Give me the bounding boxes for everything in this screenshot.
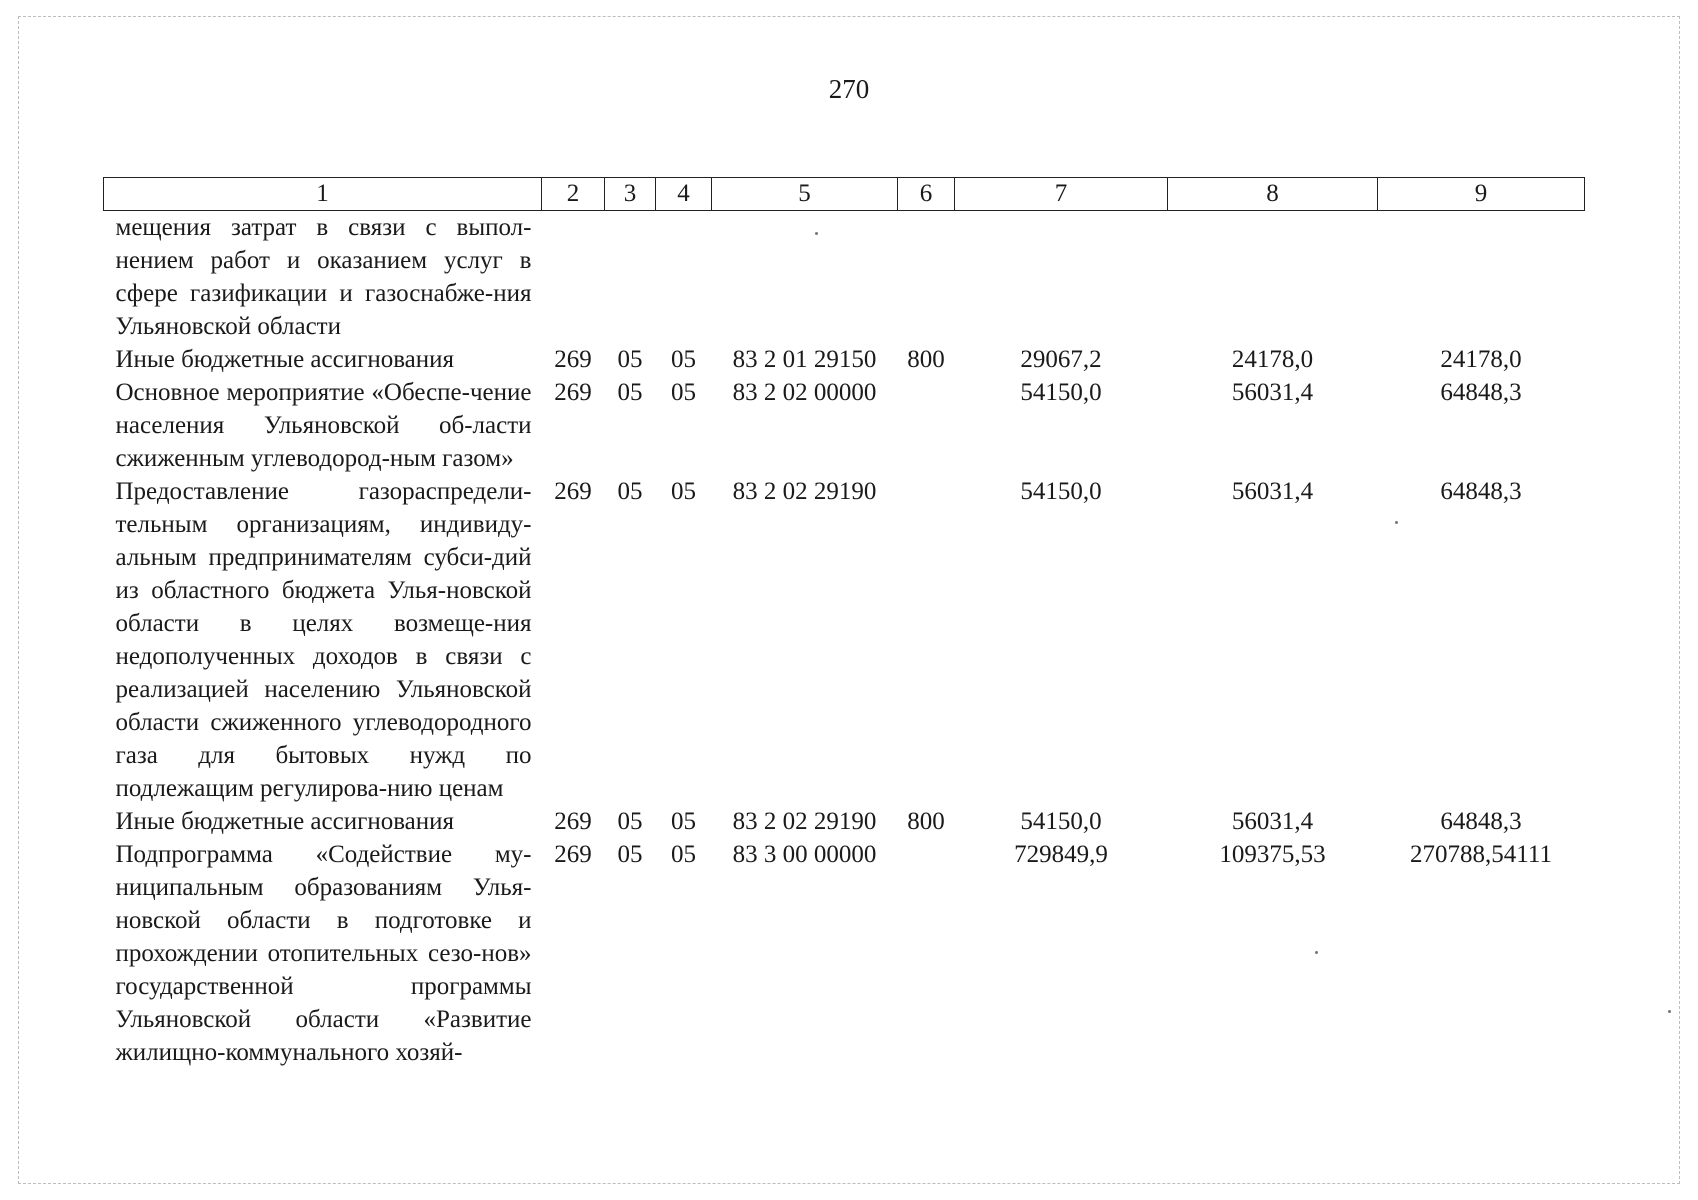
scan-speck	[1395, 521, 1398, 524]
column-header: 3	[605, 178, 656, 211]
cell-col4: 05	[671, 379, 696, 406]
cell-col7: 54150,0	[1020, 808, 1102, 835]
cell-col5: 83 2 02 00000	[732, 379, 877, 406]
row-name: Основное мероприятие «Обеспе-чение населения Ульяновской об-ласти сжиженным углеводород-ным газом»	[115, 379, 532, 472]
column-header: 1	[104, 178, 542, 211]
row-name: Иные бюджетные ассигнования	[115, 808, 455, 835]
cell-col7: 54150,0	[1020, 478, 1102, 505]
cell-col3: 05	[617, 346, 643, 373]
table-row	[104, 211, 1585, 344]
cell-col7: 54150,0	[1020, 379, 1102, 406]
column-header: 6	[898, 178, 955, 211]
cell-col2: 269	[554, 808, 592, 835]
cell-col4: 05	[671, 478, 696, 505]
cell-col3	[605, 211, 656, 344]
cell-col3: 05	[617, 841, 643, 868]
budget-table	[103, 177, 1585, 1069]
column-header: 9	[1378, 178, 1585, 211]
cell-col9: 24178,0	[1440, 346, 1522, 373]
cell-col2: 269	[554, 841, 592, 868]
table-row	[104, 805, 1585, 838]
table-row	[104, 376, 1585, 475]
column-header: 4	[656, 178, 712, 211]
table-row	[104, 343, 1585, 376]
row-name: Подпрограмма «Содействие му-ниципальным образованиям Улья-новской области в подготовке и прохождении отопительных сезо-нов» государственной программы Ульяновской области «Развитие жилищно-коммунального хозяй-	[115, 841, 532, 1066]
row-name: мещения затрат в связи с выпол-нением работ и оказанием услуг в сфере газификации и газоснабже-ния Ульяновской области	[115, 214, 532, 340]
cell-col7: 29067,2	[1020, 346, 1102, 373]
cell-col5: 83 2 02 29190	[732, 808, 877, 835]
scan-speck	[815, 232, 818, 235]
cell-col3: 05	[617, 478, 643, 505]
cell-col7	[955, 211, 1168, 344]
cell-col4: 05	[671, 346, 696, 373]
row-name: Иные бюджетные ассигнования	[115, 346, 455, 373]
cell-col4: 05	[671, 841, 696, 868]
cell-col2	[542, 211, 605, 344]
cell-col3: 05	[617, 379, 643, 406]
column-header: 5	[712, 178, 898, 211]
cell-col6	[898, 211, 955, 344]
cell-col6	[898, 475, 955, 805]
cell-col8: 24178,0	[1231, 346, 1314, 373]
table-row	[104, 475, 1585, 805]
cell-col9: 64848,3	[1440, 478, 1522, 505]
cell-col8: 56031,4	[1231, 478, 1314, 505]
row-name: Предоставление газораспредели-тельным организациям, индивиду-альным предпринимателям субси-дий из областного бюджета Улья-новской области в целях возмеще-ния недополученных доходов в связи с реализацией населению Ульяновской области сжиженного углеводородного газа для бытовых нужд по подлежащим регулирова-нию ценам	[115, 478, 532, 802]
column-header: 2	[542, 178, 605, 211]
cell-col4	[656, 211, 712, 344]
column-header: 8	[1168, 178, 1378, 211]
cell-col3: 05	[617, 808, 643, 835]
table-row	[104, 838, 1585, 1069]
cell-col2: 269	[554, 346, 592, 373]
page-number: 270	[828, 74, 870, 104]
scan-speck	[1315, 951, 1318, 954]
cell-col6	[898, 838, 955, 1069]
cell-col9: 64848,3	[1440, 379, 1522, 406]
cell-col2: 269	[554, 379, 592, 406]
cell-col6: 800	[907, 808, 945, 835]
cell-col2: 269	[554, 478, 592, 505]
cell-col5: 83 2 02 29190	[732, 478, 877, 505]
cell-col4: 05	[671, 808, 696, 835]
column-header: 7	[955, 178, 1168, 211]
cell-col9: 270788,54111	[1410, 841, 1552, 868]
cell-col5: 83 3 00 00000	[732, 841, 877, 868]
cell-col9: 64848,3	[1440, 808, 1522, 835]
scan-speck	[1668, 1010, 1671, 1013]
cell-col5: 83 2 01 29150	[732, 346, 877, 373]
cell-col9	[1378, 211, 1585, 344]
table-header-row	[104, 178, 1585, 211]
cell-col8: 56031,4	[1231, 808, 1314, 835]
cell-col5	[712, 211, 898, 344]
cell-col7: 729849,9	[1014, 841, 1108, 868]
cell-col8	[1168, 211, 1378, 344]
cell-col8: 109375,53	[1219, 841, 1326, 868]
cell-col6	[898, 376, 955, 475]
cell-col6: 800	[907, 346, 945, 373]
cell-col8: 56031,4	[1231, 379, 1314, 406]
